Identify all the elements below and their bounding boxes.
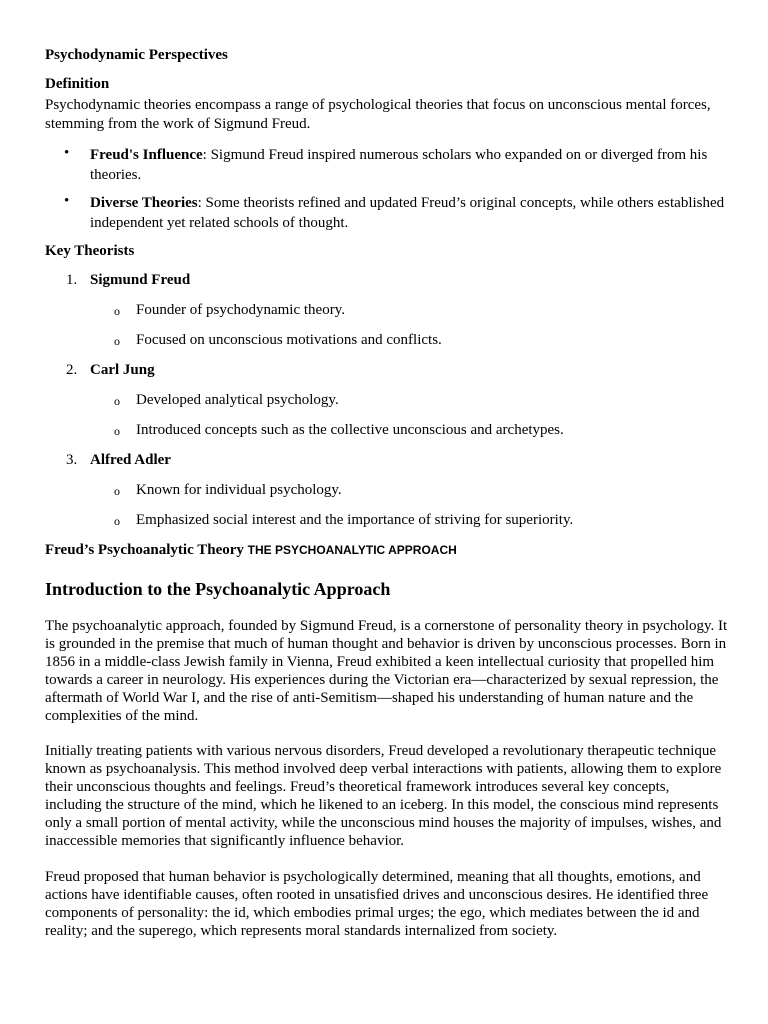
freud-theory-heading: Freud’s Psychoanalytic Theory (45, 542, 244, 558)
document-title: Psychodynamic Perspectives (45, 47, 228, 63)
theorist-point: Focused on unconscious motivations and conflicts. (136, 332, 442, 348)
freud-theory-heading-caps: THE PSYCHOANALYTIC APPROACH (247, 543, 457, 557)
definition-heading: Definition (45, 76, 110, 92)
list-number: 2. (66, 362, 78, 378)
definition-text: Psychodynamic theories encompass a range of psychological theories that focus on unconscious mental forces, stemming from the work of Sigmund Freud. (45, 97, 711, 132)
sub-bullet-marker: o (114, 514, 120, 528)
bullet-item-diverse-theories (90, 193, 730, 233)
theorist-name: Alfred Adler (90, 452, 171, 468)
bullet-text: : Some theorists refined and updated Freud’s original concepts, while others established independent yet related schools of thought. (90, 195, 725, 231)
bullet-marker: • (64, 193, 70, 209)
theorist-point: Founder of psychodynamic theory. (136, 302, 345, 318)
sub-bullet-marker: o (114, 334, 120, 348)
intro-heading: Introduction to the Psychoanalytic Approach (45, 579, 391, 599)
theorist-point: Known for individual psychology. (136, 482, 342, 498)
theorist-point: Emphasized social interest and the importance of striving for superiority. (136, 512, 574, 528)
list-number: 3. (66, 452, 78, 468)
theorist-point: Introduced concepts such as the collective unconscious and archetypes. (136, 422, 564, 438)
sub-bullet-marker: o (114, 484, 120, 498)
body-paragraph-3: Freud proposed that human behavior is psychologically determined, meaning that all thoughts, emotions, and actions have identifiable causes, often rooted in unsatisfied drives and unconscious desires. He identified three components of personality: the id, which embodies primal urges; the ego, which mediates between the id and reality; and the superego, which represents moral standards internalized from society. (45, 869, 709, 939)
bullet-text: : Sigmund Freud inspired numerous scholars who expanded on or diverged from his theories. (90, 147, 708, 183)
theorist-name: Carl Jung (90, 362, 155, 378)
body-paragraph-1: The psychoanalytic approach, founded by Sigmund Freud, is a cornerstone of personality theory in psychology. It is grounded in the premise that much of human thought and behavior is driven by unconscious processes. Born in 1856 in a middle-class Jewish family in Vienna, Freud exhibited a keen intellectual curiosity that propelled him towards a career in neurology. His experiences during the Victorian era—characterized by sexual repression, the aftermath of World War I, and the rise of anti-Semitism—shaped his understanding of human nature and the complexities of the mind. (45, 618, 728, 724)
key-theorists-heading: Key Theorists (45, 243, 135, 259)
bullet-term: Freud's Influence (90, 147, 203, 163)
freud-theory-heading-line (45, 542, 457, 559)
bullet-term: Diverse Theories (90, 195, 198, 211)
body-paragraph-2: Initially treating patients with various nervous disorders, Freud developed a revolutionary therapeutic technique known as psychoanalysis. This method involved deep verbal interactions with patients, allowing them to explore their unconscious thoughts and feelings. Freud’s theoretical framework introduces several key concepts, including the structure of the mind, which he likened to an iceberg. In this model, the conscious mind represents only a small portion of mental activity, while the unconscious mind houses the majority of impulses, wishes, and inaccessible memories that significantly influence behavior. (45, 743, 722, 849)
theorist-point: Developed analytical psychology. (136, 392, 339, 408)
sub-bullet-marker: o (114, 304, 120, 318)
theorist-name: Sigmund Freud (90, 272, 191, 288)
list-number: 1. (66, 272, 78, 288)
sub-bullet-marker: o (114, 394, 120, 408)
sub-bullet-marker: o (114, 424, 120, 438)
bullet-marker: • (64, 145, 70, 161)
bullet-item-freuds-influence (90, 145, 730, 185)
